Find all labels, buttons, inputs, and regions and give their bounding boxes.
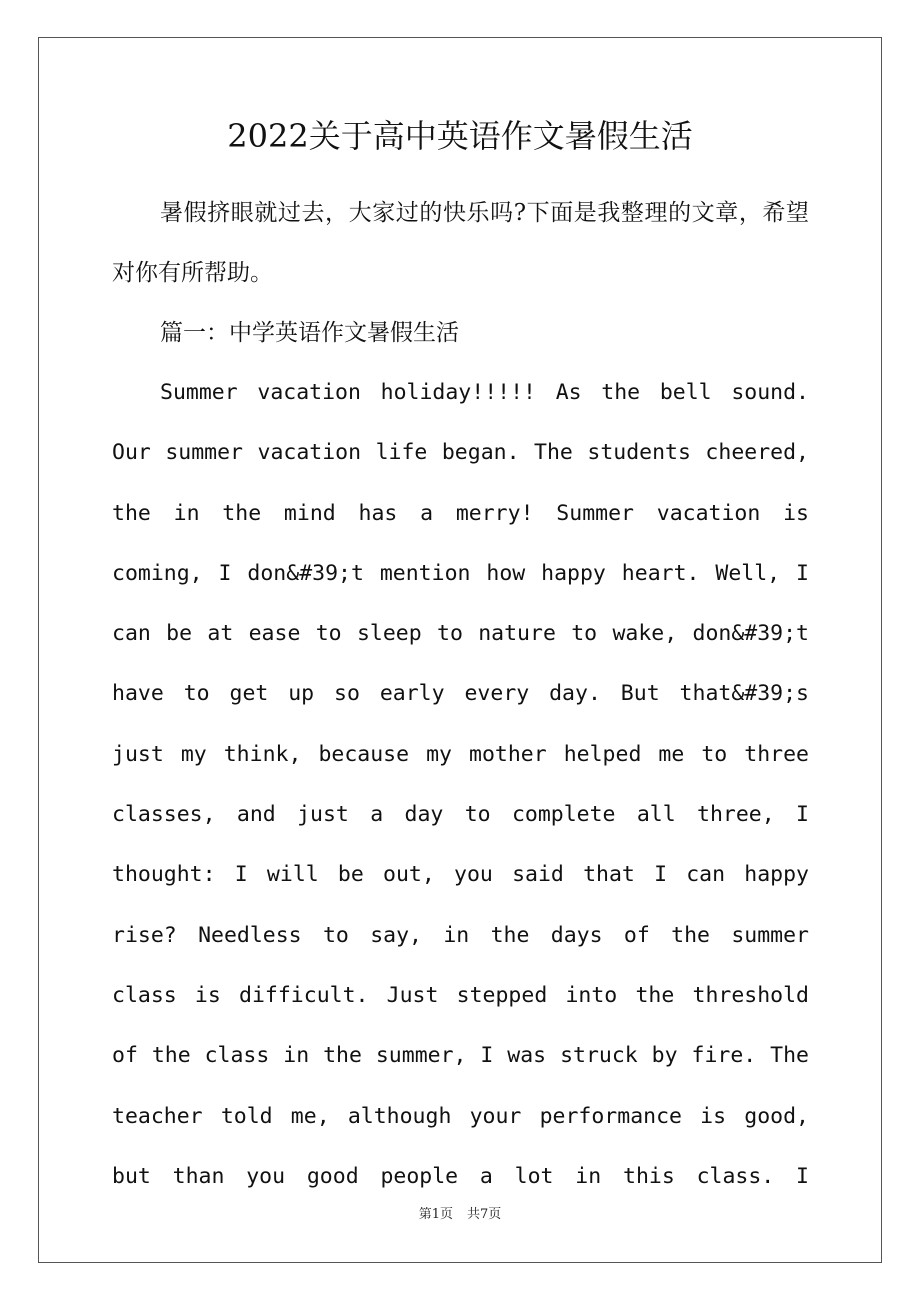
essay-paragraph: Summer vacation holiday!!!!! As the bell sound. Our summer vacation life began. The students cheered, the in the mind has a merry! Summer vacation is coming, I don&#39;t mention how happy heart. Well, I can be at ease to sleep to nature to wake, don&#39;t have to get up so early every day. But that&#39;s just my think, because my mother helped me to three classes, and just a day to complete all three, I thought: I will be out, you said that I can happy rise? Needless to say, in the days of the summer class is difficult. Just stepped into the threshold of the class in the summer, I was struck by fire. The teacher told me, although your performance is good, but than you good people a lot in this class. I	[112, 380, 809, 1189]
section-heading: 篇一：中学英语作文暑假生活	[160, 320, 459, 346]
document-body	[112, 183, 809, 1207]
document-title: 2022关于高中英语作文暑假生活	[227, 117, 693, 155]
page-number-total: 共7页	[467, 1207, 502, 1222]
intro-paragraph: 暑假挤眼就过去，大家过的快乐吗?下面是我整理的文章，希望对你有所帮助。	[112, 200, 809, 286]
page-footer	[0, 1205, 920, 1225]
page-number-current: 第1页	[418, 1207, 453, 1222]
